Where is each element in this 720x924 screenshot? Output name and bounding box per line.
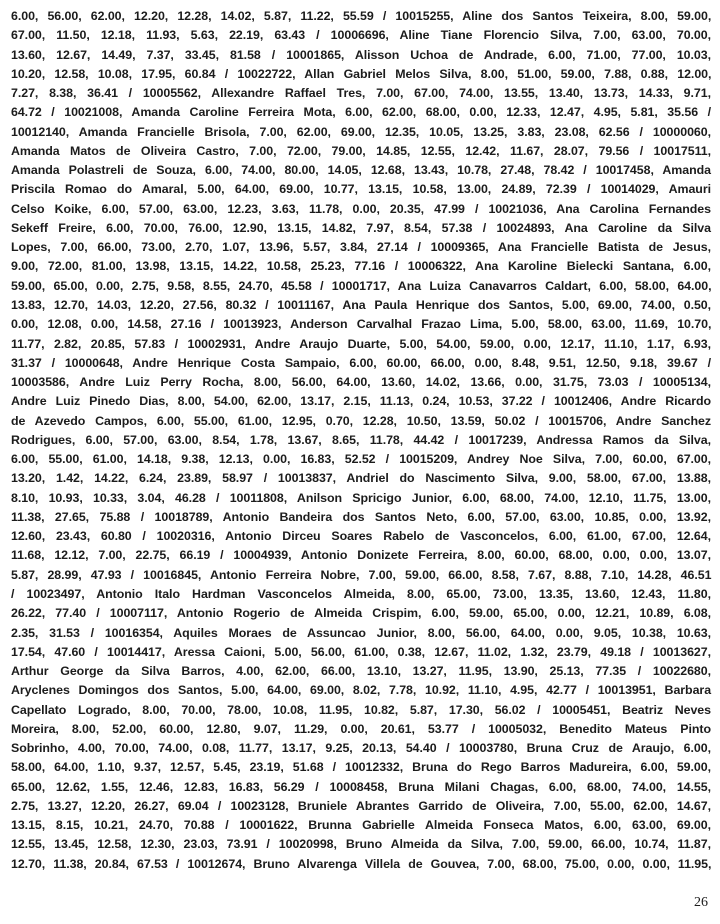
text-line: 26.22, 77.40 / 10007117, Antonio Rogerio de Almeida Crispim, 6.00, 59.00, 65.00, 0.00, 12.21, 10.89, 6.08, — [11, 606, 711, 621]
text-line: 0.00, 12.08, 0.00, 14.58, 27.16 / 10013923, Anderson Carvalhal Frazao Lima, 5.00, 58.00, 63.00, 11.69, 10.70, — [11, 317, 712, 332]
text-line: 13.83, 12.70, 14.03, 12.20, 27.56, 80.32 / 10011167, Ana Paula Henrique dos Santos, 5.00, 69.00, 74.00, 0.50, — [11, 297, 712, 312]
page-number: 26 — [694, 895, 708, 910]
text-line: 13.60, 12.67, 14.49, 7.37, 33.45, 81.58 / 10001865, Alisson Uchoa de Andrade, 6.00, 71.00, 77.00, 10.03, — [11, 47, 711, 62]
text-line: 13.20, 1.42, 14.22, 6.24, 23.89, 58.97 / 10013837, Andriel do Nascimento Silva, 9.00, 58.00, 67.00, 13.88, — [11, 471, 711, 486]
text-line: 64.72 / 10021008, Amanda Caroline Ferreira Mota, 6.00, 62.00, 68.00, 0.00, 12.33, 12.47, 4.95, 5.81, 35.56 / — [11, 105, 711, 120]
text-line: 11.77, 2.82, 20.85, 57.83 / 10002931, Andre Araujo Duarte, 5.00, 54.00, 59.00, 0.00, 12.17, 11.10, 1.17, 6.93, — [11, 336, 711, 351]
text-line: Amanda Matos de Oliveira Castro, 7.00, 72.00, 79.00, 14.85, 12.55, 12.42, 11.67, 28.07, 79.56 / 10017511, — [11, 143, 711, 158]
text-line: 13.15, 8.15, 10.21, 24.70, 70.88 / 10001622, Brunna Gabrielle Almeida Fonseca Matos, 6.00, 63.00, 69.00, — [11, 818, 711, 833]
text-line: 10003586, Andre Luiz Perry Rocha, 8.00, 56.00, 64.00, 13.60, 14.02, 13.66, 0.00, 31.75, 73.03 / 10005134, — [11, 375, 711, 390]
text-line: 12.55, 13.45, 12.58, 12.30, 23.03, 73.91 / 10020998, Bruno Almeida da Silva, 7.00, 59.00, 66.00, 10.74, 11.87, — [11, 837, 711, 852]
text-line: 12.70, 11.38, 20.84, 67.53 / 10012674, Bruno Alvarenga Villela de Gouvea, 7.00, 68.00, 75.00, 0.00, 0.00, 11.95, — [11, 856, 712, 871]
text-line: 7.27, 8.38, 36.41 / 10005562, Allexandre Raffael Tres, 7.00, 67.00, 74.00, 13.55, 13.40, 13.73, 14.33, 9.71, — [11, 86, 711, 101]
text-line: 5.87, 28.99, 47.93 / 10016845, Antonio Ferreira Nobre, 7.00, 59.00, 66.00, 8.58, 7.67, 8.88, 7.10, 14.28, 46.51 — [11, 567, 712, 582]
text-line: 31.37 / 10000648, Andre Henrique Costa Sampaio, 6.00, 60.00, 66.00, 0.00, 8.48, 9.51, 12.50, 9.18, 39.67 / — [11, 355, 711, 370]
text-line: Lopes, 7.00, 66.00, 73.00, 2.70, 1.07, 13.96, 5.57, 3.84, 27.14 / 10009365, Ana Francielle Batista de Jesus, — [11, 240, 711, 255]
text-line: Sobrinho, 4.00, 70.00, 74.00, 0.08, 11.77, 13.17, 9.25, 20.13, 54.40 / 10003780, Bruna Cruz de Araujo, 6.00, — [11, 741, 711, 756]
text-line: Sekeff Freire, 6.00, 70.00, 76.00, 12.90, 13.15, 14.82, 7.97, 8.54, 57.38 / 10024893, Ana Caroline da Silva — [11, 220, 711, 235]
text-line: 59.00, 65.00, 0.00, 2.75, 9.58, 8.55, 24.70, 45.58 / 10001717, Ana Luiza Canavarros Caldart, 6.00, 58.00, 64.00, — [11, 278, 712, 293]
text-line: 10.20, 12.58, 10.08, 17.95, 60.84 / 10022722, Allan Gabriel Melos Silva, 8.00, 51.00, 59.00, 7.88, 0.88, 12.00, — [11, 66, 712, 81]
text-line: 6.00, 56.00, 62.00, 12.20, 12.28, 14.02, 5.87, 11.22, 55.59 / 10015255, Aline dos Santos Teixeira, 8.00, 59.00, — [11, 9, 712, 23]
text-line: 67.00, 11.50, 12.18, 11.93, 5.63, 22.19, 63.43 / 10006696, Aline Tiane Florencio Silva, 7.00, 63.00, 70.00, — [11, 28, 711, 43]
text-line: Priscila Romao do Amaral, 5.00, 64.00, 69.00, 10.77, 13.15, 10.58, 13.00, 24.89, 72.39 / 10014029, Amauri — [11, 182, 711, 197]
text-line: 17.54, 47.60 / 10014417, Aressa Caioni, 5.00, 56.00, 61.00, 0.38, 12.67, 11.02, 1.32, 23.79, 49.18 / 10013627, — [11, 644, 711, 659]
text-line: Aryclenes Domingos dos Santos, 5.00, 64.00, 69.00, 8.02, 7.78, 10.92, 11.10, 4.95, 42.77 / 10013951, Barbara — [11, 683, 712, 698]
text-line: Amanda Polastreli de Souza, 6.00, 74.00, 80.00, 14.05, 12.68, 13.43, 10.78, 27.48, 78.42 / 10017458, Amanda — [11, 163, 711, 178]
text-line: 8.10, 10.93, 10.33, 3.04, 46.28 / 10011808, Anilson Spricigo Junior, 6.00, 68.00, 74.00, 12.10, 11.75, 13.00, — [11, 490, 711, 505]
text-line: 2.75, 13.27, 12.20, 26.27, 69.04 / 10023128, Bruniele Abrantes Garrido de Oliveira, 7.00, 55.00, 62.00, 14.67, — [11, 798, 711, 813]
text-line: Moreira, 8.00, 52.00, 60.00, 12.80, 9.07, 11.29, 0.00, 20.61, 53.77 / 10005032, Benedito Mateus Pinto — [11, 721, 711, 736]
text-line: 58.00, 64.00, 1.10, 9.37, 12.57, 5.45, 23.19, 51.68 / 10012332, Bruna do Rego Barros Madureira, 6.00, 59.00, — [11, 760, 711, 775]
text-line: Arthur George da Silva Barros, 4.00, 62.00, 66.00, 13.10, 13.27, 11.95, 13.90, 25.13, 77.35 / 10022680, — [11, 664, 711, 679]
text-line: de Azevedo Campos, 6.00, 55.00, 61.00, 12.95, 0.70, 12.28, 10.50, 13.59, 50.02 / 10015706, Andre Sanchez — [11, 413, 711, 428]
text-line: 65.00, 12.62, 1.55, 12.46, 12.83, 16.83, 56.29 / 10008458, Bruna Milani Chagas, 6.00, 68.00, 74.00, 14.55, — [11, 779, 711, 794]
results-list-text — [11, 7, 711, 874]
text-line: 10012140, Amanda Francielle Brisola, 7.00, 62.00, 69.00, 12.35, 10.05, 13.25, 3.83, 23.08, 62.56 / 10000060, — [11, 124, 711, 139]
text-line: Capellato Logrado, 8.00, 70.00, 78.00, 10.08, 11.95, 10.82, 5.87, 17.30, 56.02 / 10005451, Beatriz Neves — [11, 702, 711, 717]
text-line: 2.35, 31.53 / 10016354, Aquiles Moraes de Assuncao Junior, 8.00, 56.00, 64.00, 0.00, 9.05, 10.38, 10.63, — [11, 625, 711, 640]
text-line: / 10023497, Antonio Italo Hardman Vasconcelos Almeida, 8.00, 65.00, 73.00, 13.35, 13.60, 12.43, 11.80, — [11, 586, 711, 601]
text-line: 6.00, 55.00, 61.00, 14.18, 9.38, 12.13, 0.00, 16.83, 52.52 / 10015209, Andrey Noe Silva, 7.00, 60.00, 67.00, — [11, 452, 711, 467]
text-line: 9.00, 72.00, 81.00, 13.98, 13.15, 14.22, 10.58, 25.23, 77.16 / 10006322, Ana Karoline Bielecki Santana, 6.00, — [11, 259, 711, 274]
text-line: Celso Koike, 6.00, 57.00, 63.00, 12.23, 3.63, 11.78, 0.00, 20.35, 47.99 / 10021036, Ana Carolina Fernandes — [11, 201, 711, 216]
text-line: Rodrigues, 6.00, 57.00, 63.00, 8.54, 1.78, 13.67, 8.65, 11.78, 44.42 / 10017239, Andressa Ramos da Silva, — [11, 432, 711, 447]
text-line: Andre Luiz Pinedo Dias, 8.00, 54.00, 62.00, 13.17, 2.15, 11.13, 0.24, 10.53, 37.22 / 10012406, Andre Ricardo — [11, 394, 711, 409]
text-line: 11.38, 27.65, 75.88 / 10018789, Antonio Bandeira dos Santos Neto, 6.00, 57.00, 63.00, 10.85, 0.00, 13.92, — [11, 509, 711, 524]
text-line: 11.68, 12.12, 7.00, 22.75, 66.19 / 10004939, Antonio Donizete Ferreira, 8.00, 60.00, 68.00, 0.00, 0.00, 13.07, — [11, 548, 711, 563]
text-line: 12.60, 23.43, 60.80 / 10020316, Antonio Dirceu Soares Rabelo de Vasconcelos, 6.00, 61.00, 67.00, 12.64, — [11, 529, 711, 544]
